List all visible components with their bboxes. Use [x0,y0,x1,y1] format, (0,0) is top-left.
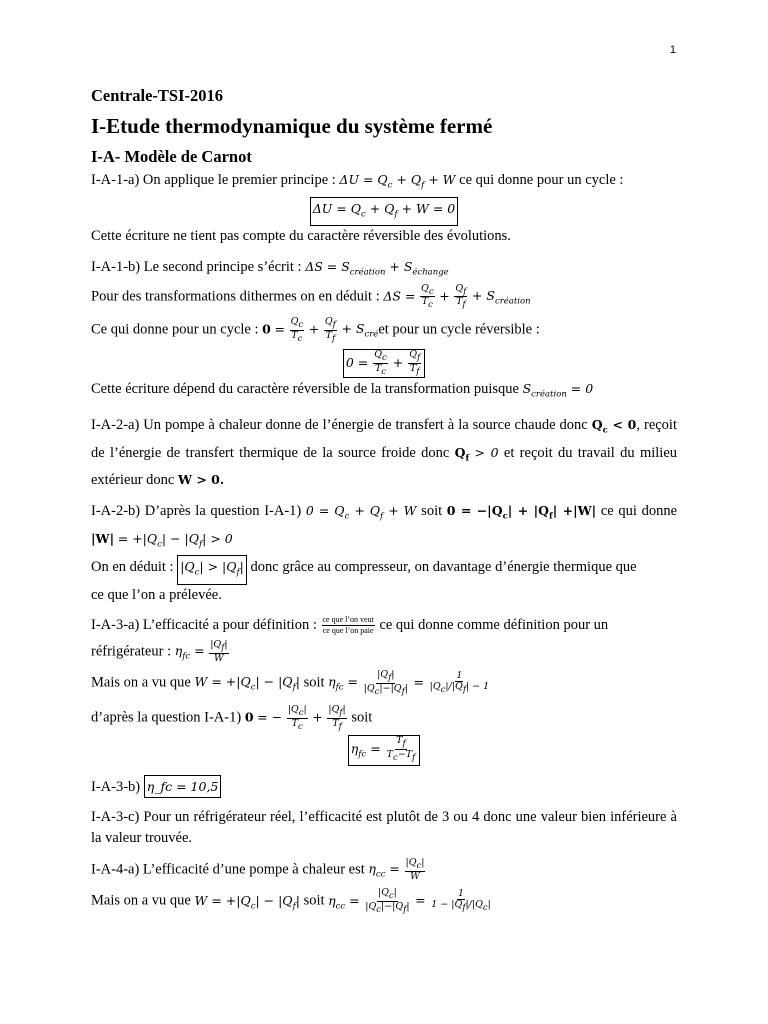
page-title: I-Etude thermodynamique du système fermé [91,114,493,138]
paragraph-ia1b: I-A-1-b) Le second principe s’écrit : $\Delta S = S_{création} + S_{échange}$ [91,259,449,278]
paragraph-deduction-end: ce que l’on a prélevée. [91,586,222,603]
paragraph-cycle: Ce qui donne pour un cycle : 0 = $\frac{Q_c}{T_c}$ + $\frac{Q_f}{T_f}$ + $S_{cré}et$ pour un cycle réversible : [91,315,540,344]
equation-reversible-cycle: 0 = $\frac{Q_c}{T_c}$ + $\frac{Q_f}{T_f}$ [91,349,677,378]
paragraph-ia1a: I-A-1-a) On applique le premier principe : $\Delta U = Q_c + Q_f + W$ ce qui donne pour un cycle : [91,172,624,191]
paragraph-reversibility-dependence: Cette écriture dépend du caractère réversible de la transformation puisque $S_{création} = 0$ [91,380,594,400]
paragraph-refrigerator-carnot: d’après la question I-A-1) 0 = − $\frac{|Q_c|}{T_c}$ + $\frac{|Q_f|}{T_f}$ soit [91,703,373,732]
document-header: Centrale-TSI-2016 [91,86,223,105]
document-body [91,86,677,917]
paragraph-ia3c: I-A-3-c) Pour un réfrigérateur réel, l’efficacité est plutôt de 3 ou 4 donc une valeur bien inférieure à la valeur trouvée. [91,809,677,847]
paragraph-ia2a: I-A-2-a) Un pompe à chaleur donne de l’énergie de transfert à la source chaude donc $Q_c < 0$, reçoit de l’énergie de transfert thermique de la source froide donc $Q_f > 0$ et reçoit du travail du milieu extérieur donc W > 0. [91,417,678,489]
paragraph-dithermes: Pour des transformations dithermes on en déduit : ΔS = $\frac{Q_c}{T_c}$ + $\frac{Q_f}{T_f}$ + $S_{création}$ [91,282,531,311]
equation-first-principle: $\Delta U = Q_c + Q_f + W = 0$ [91,197,677,227]
section-title: I-A- Modèle de Carnot [91,147,252,166]
paragraph-ia2b: I-A-2-b) D’après la question I-A-1) $0 = Q_c + Q_f + W$ soit $0 = -|Q_c| + |Q_f| +|W|$ ce qui donne $|W| = +|Q_c| - |Q_f| > 0$ [91,503,678,550]
paragraph-heat-pump-calc: Mais on a vu que $W = +|Q_c| - |Q_f|$ soit $\eta_{cc}$ = $\frac{|Q_c|}{|Q_c|-|Q_f|}$ = $\frac{1}{1 - |Q_f|/|Q_c|}$ [91,886,491,915]
paragraph-refrigerator-def: réfrigérateur : $\eta_{fc}$ = $\frac{|Q_f|}{W}$ [91,638,228,664]
page-number: 1 [669,44,676,56]
paragraph-ia3a: I-A-3-a) L’efficacité a pour définition : $\frac{\text{ce que l’on veut}}{\text{ce que l’on paie}}$ ce qui donne comme définition pour un [91,614,609,635]
paragraph-ia3b: I-A-3-b) η_fc = 10,5 [91,775,677,798]
paragraph-deduction: On en déduit : $|Q_c| > |Q_f|$ donc grâce au compresseur, on davantage d’énergie thermique que [91,555,677,585]
paragraph-refrigerator-calc: Mais on a vu que $W = +|Q_c| - |Q_f|$ soit $\eta_{fc}$ = $\frac{|Q_f|}{|Q_c|-|Q_f|}$ = $\frac{1}{|Q_c|/|Q_f| - 1}$ [91,668,490,697]
paragraph-ia4a: I-A-4-a) L’efficacité d’une pompe à chaleur est $\eta_{cc}$ = $\frac{|Q_c|}{W}$ [91,857,425,882]
equation-refrigerator-efficiency: $\eta_{fc}$ = $\frac{T_f}{T_c-T_f}$ [91,735,677,766]
paragraph-reversibility-note: Cette écriture ne tient pas compte du caractère réversible des évolutions. [91,228,511,244]
